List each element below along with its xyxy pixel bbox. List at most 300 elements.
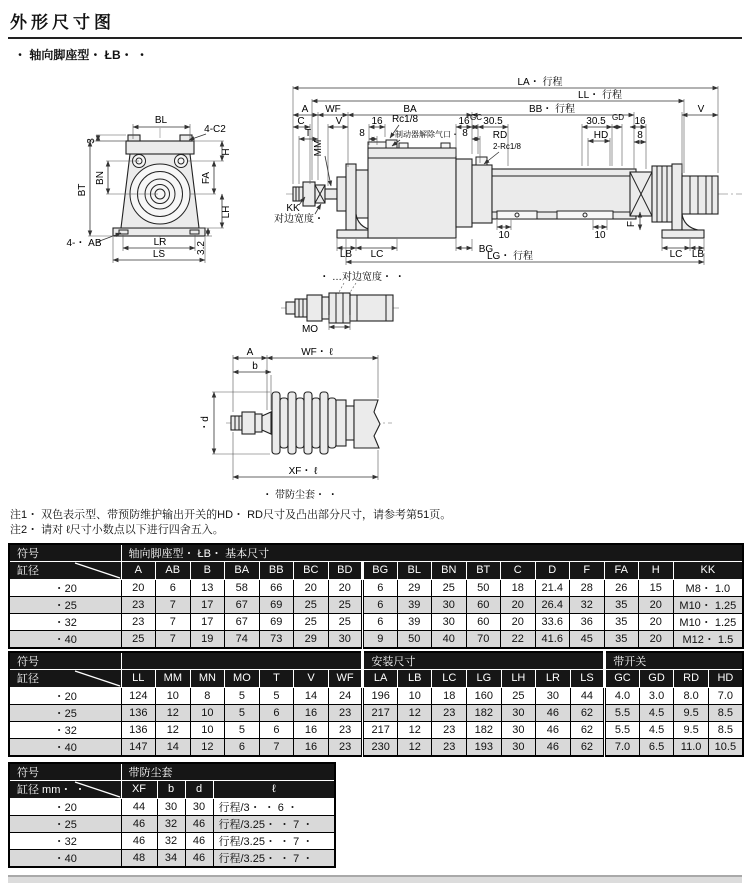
column-header: B	[190, 561, 225, 579]
bore-size-label: ・40	[9, 738, 121, 756]
dim-label: LH	[221, 205, 232, 219]
dimension-cell: 23	[432, 738, 467, 756]
column-header: LS	[570, 669, 605, 687]
dimension-cell: 41.6	[535, 630, 570, 648]
dimension-cell: 12	[397, 721, 432, 738]
dim-label: 8	[462, 128, 468, 139]
dimension-cell: M10・ 1.25	[673, 596, 743, 613]
dimension-cell: 10	[397, 687, 432, 704]
dim-label: ・ …对边宽度・ ・	[319, 272, 405, 283]
dimension-cell: 14	[294, 687, 329, 704]
table-row	[9, 704, 743, 721]
bore-size-label: ・40	[9, 849, 121, 867]
column-header: LG	[467, 669, 502, 687]
dim-label: V	[335, 116, 343, 127]
dim-label: BB・ 行程	[528, 104, 576, 115]
dimension-cell: 196	[363, 687, 398, 704]
dimension-cell: 193	[467, 738, 502, 756]
dimension-cell: 67	[225, 613, 260, 630]
dimension-cell: 5.5	[605, 704, 640, 721]
dim-label: 30.5	[586, 116, 606, 127]
dimension-cell: 60	[466, 613, 501, 630]
dimension-cell: 62	[570, 704, 605, 721]
column-header: GD	[639, 669, 674, 687]
dimension-cell: 20	[294, 579, 329, 596]
table-row	[9, 596, 743, 613]
dim-label: LL・ 行程	[578, 90, 622, 101]
bore-size-label: ・32	[9, 721, 121, 738]
column-header: MN	[190, 669, 225, 687]
corner-diagonal	[73, 781, 121, 798]
dim-label: RD	[492, 130, 508, 141]
table-row	[9, 738, 743, 756]
dimension-cell: 20	[328, 579, 363, 596]
dim-label: ・d	[200, 416, 211, 432]
dimension-cell: 20	[639, 596, 674, 613]
dim-label: BT	[77, 183, 88, 197]
table-mounting-switch-dimensions	[8, 651, 744, 757]
bore-size-label: ・32	[9, 832, 121, 849]
dim-label: LS	[152, 249, 166, 260]
dimension-cell: 25	[121, 630, 156, 648]
table-row	[9, 815, 335, 832]
dim-label: 4-・ AB	[66, 238, 102, 249]
dim-label: 4-C2	[204, 124, 226, 135]
dimension-cell: 8.5	[708, 704, 743, 721]
column-header: LC	[432, 669, 467, 687]
dim-label: LG・ 行程	[486, 251, 534, 262]
dimension-cell: 9	[363, 630, 398, 648]
dim-label: H	[221, 148, 232, 156]
dimension-drawing	[8, 63, 742, 508]
title-divider	[8, 37, 742, 39]
dimension-cell: 4.5	[639, 721, 674, 738]
dimension-cell: 16	[294, 721, 329, 738]
dimension-cell: 6	[363, 596, 398, 613]
bore-size-label: ・32	[9, 613, 121, 630]
table-row	[9, 579, 743, 596]
dimension-cell: 35	[604, 613, 639, 630]
dimension-cell: 230	[363, 738, 398, 756]
dim-label: LC	[370, 249, 384, 260]
column-header: BT	[466, 561, 501, 579]
column-header: T	[259, 669, 294, 687]
dimension-cell: 10	[190, 704, 225, 721]
column-header: BB	[259, 561, 294, 579]
rod-end-view	[281, 270, 405, 335]
dimension-cell: 44	[570, 687, 605, 704]
dim-label: V	[697, 104, 705, 115]
dimension-cell: 30	[157, 798, 185, 815]
dimension-cell: 3.0	[639, 687, 674, 704]
dimension-cell: 20	[639, 630, 674, 648]
corner-diagonal	[73, 670, 121, 687]
dim-label: WF・ ℓ	[301, 347, 333, 358]
dimension-cell: 25	[432, 579, 467, 596]
dimension-cell: 25	[294, 596, 329, 613]
dimension-cell: 46	[121, 815, 157, 832]
dimension-cell: 15	[639, 579, 674, 596]
dimension-cell: 28	[570, 579, 605, 596]
column-header: LL	[121, 669, 156, 687]
dimension-cell: 46	[536, 704, 571, 721]
dim-label: HD	[593, 130, 609, 141]
dimension-cell: 46	[185, 815, 213, 832]
dimension-cell: 39	[397, 596, 432, 613]
bore-corner-label: 缸径	[9, 669, 121, 687]
bore-corner-label: 缸径	[9, 561, 121, 579]
corner-diagonal	[73, 562, 121, 579]
dimension-cell: 62	[570, 738, 605, 756]
dimension-cell: 12	[156, 721, 191, 738]
group-header: 带开关	[605, 652, 743, 670]
dimension-cell: 30	[185, 798, 213, 815]
group-header	[121, 652, 363, 670]
dimension-cell: 23	[121, 596, 156, 613]
dimension-cell: 12	[156, 704, 191, 721]
dimension-cell: 32	[157, 815, 185, 832]
dim-label: A	[301, 104, 309, 115]
dimension-cell: 8.0	[674, 687, 709, 704]
table-row	[9, 613, 743, 630]
dimension-cell: 6	[156, 579, 191, 596]
column-header: LH	[501, 669, 536, 687]
dimension-cell: 32	[570, 596, 605, 613]
dim-label: 3.2	[196, 241, 207, 255]
dimension-cell: 30	[432, 613, 467, 630]
dimension-cell: 10	[156, 687, 191, 704]
dim-label: 2-Rc1/8	[492, 142, 522, 151]
dimension-cell: 22	[501, 630, 536, 648]
dim-label: F	[626, 220, 637, 228]
dimension-cell: 35	[604, 630, 639, 648]
caption-dust-cover: ・ 带防尘套・ ・	[262, 490, 338, 501]
dimension-cell: 25	[328, 613, 363, 630]
dimension-cell: 182	[467, 704, 502, 721]
column-header: LR	[536, 669, 571, 687]
column-header: BC	[294, 561, 329, 579]
dimension-cell: 147	[121, 738, 156, 756]
dimension-cell: 6	[225, 738, 260, 756]
table-row	[9, 687, 743, 704]
dimension-cell: 10.5	[708, 738, 743, 756]
dimension-cell: 行程/3.25・ ・ 7 ・	[213, 832, 335, 849]
column-header: BD	[328, 561, 363, 579]
dimension-cell: 29	[397, 579, 432, 596]
bore-size-label: ・20	[9, 579, 121, 596]
dimension-cell: 30	[536, 687, 571, 704]
dim-label: 30.5	[483, 116, 503, 127]
column-header: GC	[605, 669, 640, 687]
dimension-cell: 7	[156, 630, 191, 648]
dimension-cell: 6.5	[639, 738, 674, 756]
dimension-cell: 124	[121, 687, 156, 704]
bore-size-label: ・25	[9, 704, 121, 721]
bore-size-label: ・25	[9, 596, 121, 613]
dimension-cell: 20	[639, 613, 674, 630]
dim-label: BN	[95, 171, 106, 185]
column-header: MO	[225, 669, 260, 687]
dimension-cell: 5	[225, 721, 260, 738]
dimension-cell: 217	[363, 704, 398, 721]
dimension-cell: 46	[185, 832, 213, 849]
dim-label: b	[252, 361, 258, 372]
dimension-cell: 20	[501, 613, 536, 630]
column-header: A	[121, 561, 156, 579]
dimension-cell: 30	[432, 596, 467, 613]
dimension-cell: 18	[432, 687, 467, 704]
dimension-cell: 69	[259, 596, 294, 613]
dimension-cell: 74	[225, 630, 260, 648]
dimension-cell: 30	[501, 738, 536, 756]
dimension-cell: 13	[190, 579, 225, 596]
dimension-cell: 58	[225, 579, 260, 596]
dimension-cell: 23	[328, 738, 363, 756]
column-header: ℓ	[213, 780, 335, 798]
dimension-cell: 34	[157, 849, 185, 867]
dim-label: 8	[637, 130, 643, 141]
dimension-cell: 14	[156, 738, 191, 756]
dimension-cell: 136	[121, 704, 156, 721]
dimension-cell: 45	[570, 630, 605, 648]
dimension-cell: 46	[121, 832, 157, 849]
dim-label: GD	[612, 113, 624, 122]
front-view	[66, 115, 232, 263]
dimension-cell: 30	[501, 721, 536, 738]
dimension-cell: 18	[501, 579, 536, 596]
dimension-cell: 35	[604, 596, 639, 613]
dimension-cell: 20	[121, 579, 156, 596]
dimension-cell: 48	[121, 849, 157, 867]
dimension-cell: 21.4	[535, 579, 570, 596]
column-header: F	[570, 561, 605, 579]
column-header: BG	[363, 561, 398, 579]
table-row	[9, 721, 743, 738]
column-header: FA	[604, 561, 639, 579]
dim-label: A	[246, 347, 254, 358]
dimension-cell: 20	[501, 596, 536, 613]
dimension-cell: 25	[294, 613, 329, 630]
symbol-corner-label: 符号	[9, 652, 121, 670]
column-header: HD	[708, 669, 743, 687]
dimension-cell: M12・ 1.5	[673, 630, 743, 648]
dim-label: GC	[470, 113, 482, 122]
dim-label: T	[304, 128, 312, 139]
dim-label: 3	[86, 138, 97, 144]
section-subtitle: ・ 轴向脚座型・ ŁB・ ・	[14, 48, 148, 62]
bore-size-label: ・20	[9, 798, 121, 815]
dim-label: BG	[478, 244, 494, 255]
dimension-cell: 5	[225, 687, 260, 704]
column-header: H	[639, 561, 674, 579]
dimension-cell: 160	[467, 687, 502, 704]
dimension-cell: 6	[363, 613, 398, 630]
group-header: 轴向脚座型・ ŁB・ 基本尺寸	[121, 544, 743, 562]
column-header: WF	[328, 669, 363, 687]
dimension-cell: 136	[121, 721, 156, 738]
column-header: RD	[674, 669, 709, 687]
page-title: 外形尺寸图	[10, 13, 115, 32]
dimension-cell: 8.5	[708, 721, 743, 738]
dim-label: MM	[313, 139, 324, 157]
dimension-cell: 12	[397, 704, 432, 721]
dimension-cell: 73	[259, 630, 294, 648]
bore-size-label: ・40	[9, 630, 121, 648]
dimension-cell: 23	[328, 704, 363, 721]
notes	[10, 508, 742, 538]
bore-size-label: ・25	[9, 815, 121, 832]
dimension-cell: 5	[225, 704, 260, 721]
dim-label: FA	[201, 171, 212, 185]
dimension-cell: 9.5	[674, 721, 709, 738]
dimension-cell: 7	[259, 738, 294, 756]
label-brake-port: 制动器解除气口・	[395, 130, 459, 139]
dimension-cell: 33.6	[535, 613, 570, 630]
dimension-cell: 8	[190, 687, 225, 704]
dim-label: XF・ ℓ	[288, 466, 318, 477]
column-header: C	[501, 561, 536, 579]
dim-label: WF	[325, 104, 341, 115]
dimension-cell: 6	[259, 704, 294, 721]
page-edge	[8, 875, 742, 883]
dimension-cell: 36	[570, 613, 605, 630]
dimension-cell: 17	[190, 596, 225, 613]
dimension-cell: 67	[225, 596, 260, 613]
dimension-cell: 23	[432, 721, 467, 738]
dimension-cell: 19	[190, 630, 225, 648]
column-header: BL	[397, 561, 432, 579]
dimension-cell: 39	[397, 613, 432, 630]
dimension-cell: 217	[363, 721, 398, 738]
dim-label: 8	[359, 128, 365, 139]
column-header: D	[535, 561, 570, 579]
dimension-cell: 7	[156, 596, 191, 613]
dim-label: 16	[458, 116, 470, 127]
dim-label: BA	[403, 104, 417, 115]
column-header: KK	[673, 561, 743, 579]
dimension-cell: 50	[397, 630, 432, 648]
dimension-cell: 69	[259, 613, 294, 630]
column-header: V	[294, 669, 329, 687]
dimension-cell: 行程/3.25・ ・ 7 ・	[213, 815, 335, 832]
side-view	[274, 75, 742, 265]
dimension-cell: 32	[157, 832, 185, 849]
bore-size-label: ・20	[9, 687, 121, 704]
dimension-cell: 5	[259, 687, 294, 704]
dimension-cell: 行程/3.25・ ・ 7 ・	[213, 849, 335, 867]
dimension-cell: 26.4	[535, 596, 570, 613]
dimension-cell: 60	[466, 596, 501, 613]
dimension-cell: 6	[259, 721, 294, 738]
dimension-cell: 30	[328, 630, 363, 648]
dimension-cell: 9.5	[674, 704, 709, 721]
dimension-cell: 12	[397, 738, 432, 756]
dimension-cell: 46	[536, 738, 571, 756]
column-header: LB	[397, 669, 432, 687]
dim-label: 16	[371, 116, 383, 127]
dimension-cell: 6	[363, 579, 398, 596]
table-row	[9, 849, 335, 867]
column-header: MM	[156, 669, 191, 687]
dimension-cell: 30	[501, 704, 536, 721]
dust-cover-view	[200, 347, 392, 501]
table-dust-cover-dimensions	[8, 762, 336, 868]
dimension-cell: 66	[259, 579, 294, 596]
dimension-cell: 46	[536, 721, 571, 738]
dimension-cell: 23	[328, 721, 363, 738]
dim-label: C	[297, 116, 305, 127]
column-header: LA	[363, 669, 398, 687]
dimension-cell: 10	[190, 721, 225, 738]
dimension-cell: 11.0	[674, 738, 709, 756]
dimension-cell: M8・ 1.0	[673, 579, 743, 596]
note-2: 注2・ 请对 ℓ尺寸小数点以下进行四舍五入。	[10, 523, 224, 536]
dimension-cell: 24	[328, 687, 363, 704]
dimension-cell: 5.5	[605, 721, 640, 738]
dim-label: Rc1/8	[391, 114, 419, 125]
dimension-cell: 29	[294, 630, 329, 648]
dim-label: LB	[339, 249, 353, 260]
dimension-cell: 7	[156, 613, 191, 630]
dimension-cell: 62	[570, 721, 605, 738]
column-header: XF	[121, 780, 157, 798]
group-header: 安装尺寸	[363, 652, 605, 670]
dim-label: 10	[498, 230, 510, 241]
dim-label: LR	[153, 237, 167, 248]
dim-label: KK	[286, 203, 300, 214]
table-row	[9, 798, 335, 815]
dimension-cell: 182	[467, 721, 502, 738]
column-header: BA	[225, 561, 260, 579]
dimension-cell: 26	[604, 579, 639, 596]
dimension-cell: 12	[190, 738, 225, 756]
dim-label: 16	[634, 116, 646, 127]
column-header: b	[157, 780, 185, 798]
dimension-cell: 16	[294, 704, 329, 721]
dimension-cell: 行程/3・ ・ 6 ・	[213, 798, 335, 815]
dimension-cell: 44	[121, 798, 157, 815]
group-header: 带防尘套	[121, 763, 335, 781]
table-row	[9, 832, 335, 849]
column-header: AB	[156, 561, 191, 579]
table-row	[9, 630, 743, 648]
dimension-cell: 23	[432, 704, 467, 721]
column-header: d	[185, 780, 213, 798]
symbol-corner-label: 符号	[9, 763, 121, 781]
column-header: BN	[432, 561, 467, 579]
dimension-cell: 4.0	[605, 687, 640, 704]
dimension-cell: 50	[466, 579, 501, 596]
dim-label: LB	[691, 249, 705, 260]
dimension-cell: 23	[121, 613, 156, 630]
bore-corner-label: 缸径 mm・ ・	[9, 780, 121, 798]
dim-label: 10	[594, 230, 606, 241]
dimension-cell: 25	[501, 687, 536, 704]
dim-label: 对边宽度・	[274, 214, 324, 225]
dim-label: LC	[669, 249, 683, 260]
symbol-corner-label: 符号	[9, 544, 121, 562]
dim-label: LA・ 行程	[517, 77, 563, 88]
dimension-cell: 25	[328, 596, 363, 613]
dim-label: BL	[154, 115, 168, 126]
table-basic-dimensions	[8, 543, 744, 649]
dim-label: MO	[301, 324, 319, 335]
dimension-cell: M10・ 1.25	[673, 613, 743, 630]
dimension-cell: 40	[432, 630, 467, 648]
dimension-cell: 7.0	[605, 738, 640, 756]
dimension-cell: 16	[294, 738, 329, 756]
dimension-cell: 7.0	[708, 687, 743, 704]
